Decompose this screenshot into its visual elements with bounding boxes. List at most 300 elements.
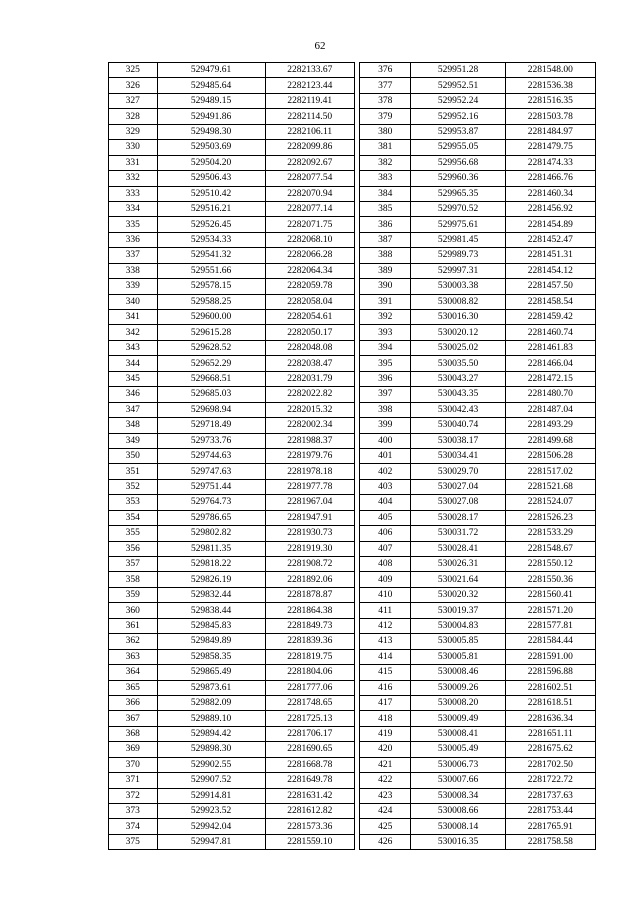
x-coordinate-cell: 530003.38 — [411, 279, 505, 294]
table-row — [109, 418, 355, 433]
point-number-cell: 409 — [360, 572, 411, 587]
x-coordinate-cell: 530019.37 — [411, 603, 505, 618]
point-number-cell: 414 — [360, 649, 411, 664]
coordinate-table-right — [359, 62, 596, 850]
point-number-cell: 425 — [360, 819, 411, 834]
y-coordinate-cell: 2281548.00 — [505, 63, 595, 78]
table-row — [360, 819, 596, 834]
table-row — [109, 325, 355, 340]
y-coordinate-cell: 2281452.47 — [505, 232, 595, 247]
table-row — [109, 356, 355, 371]
table-row — [109, 726, 355, 741]
point-number-cell: 387 — [360, 232, 411, 247]
point-number-cell: 359 — [109, 587, 158, 602]
point-number-cell: 383 — [360, 171, 411, 186]
x-coordinate-cell: 530006.73 — [411, 757, 505, 772]
table-row — [360, 726, 596, 741]
point-number-cell: 356 — [109, 541, 158, 556]
point-number-cell: 397 — [360, 387, 411, 402]
table-row — [109, 155, 355, 170]
table-row — [360, 371, 596, 386]
x-coordinate-cell: 529479.61 — [157, 63, 265, 78]
point-number-cell: 351 — [109, 464, 158, 479]
point-number-cell: 371 — [109, 773, 158, 788]
table-row — [109, 263, 355, 278]
point-number-cell: 370 — [109, 757, 158, 772]
x-coordinate-cell: 530035.50 — [411, 356, 505, 371]
point-number-cell: 364 — [109, 665, 158, 680]
table-row — [109, 479, 355, 494]
point-number-cell: 386 — [360, 217, 411, 232]
table-row — [360, 695, 596, 710]
y-coordinate-cell: 2281479.75 — [505, 140, 595, 155]
x-coordinate-cell: 530027.04 — [411, 479, 505, 494]
y-coordinate-cell: 2281612.82 — [265, 804, 354, 819]
point-number-cell: 336 — [109, 232, 158, 247]
table-row — [360, 788, 596, 803]
y-coordinate-cell: 2281524.07 — [505, 495, 595, 510]
y-coordinate-cell: 2281474.33 — [505, 155, 595, 170]
x-coordinate-cell: 529744.63 — [157, 448, 265, 463]
point-number-cell: 391 — [360, 294, 411, 309]
y-coordinate-cell: 2282106.11 — [265, 124, 354, 139]
y-coordinate-cell: 2281457.50 — [505, 279, 595, 294]
x-coordinate-cell: 529965.35 — [411, 186, 505, 201]
y-coordinate-cell: 2282071.75 — [265, 217, 354, 232]
x-coordinate-cell: 529811.35 — [157, 541, 265, 556]
table-row — [109, 757, 355, 772]
x-coordinate-cell: 529578.15 — [157, 279, 265, 294]
point-number-cell: 367 — [109, 711, 158, 726]
point-number-cell: 413 — [360, 634, 411, 649]
y-coordinate-cell: 2281849.73 — [265, 618, 354, 633]
x-coordinate-cell: 529952.16 — [411, 109, 505, 124]
y-coordinate-cell: 2281631.42 — [265, 788, 354, 803]
y-coordinate-cell: 2282123.44 — [265, 78, 354, 93]
y-coordinate-cell: 2281466.76 — [505, 171, 595, 186]
point-number-cell: 379 — [360, 109, 411, 124]
point-number-cell: 333 — [109, 186, 158, 201]
y-coordinate-cell: 2281977.78 — [265, 479, 354, 494]
x-coordinate-cell: 529526.45 — [157, 217, 265, 232]
table-row — [360, 109, 596, 124]
point-number-cell: 380 — [360, 124, 411, 139]
y-coordinate-cell: 2281748.65 — [265, 695, 354, 710]
table-row — [360, 217, 596, 232]
y-coordinate-cell: 2282114.50 — [265, 109, 354, 124]
point-number-cell: 343 — [109, 340, 158, 355]
table-row — [109, 742, 355, 757]
table-row — [109, 433, 355, 448]
point-number-cell: 326 — [109, 78, 158, 93]
point-number-cell: 332 — [109, 171, 158, 186]
x-coordinate-cell: 530008.34 — [411, 788, 505, 803]
table-row — [360, 310, 596, 325]
y-coordinate-cell: 2282059.78 — [265, 279, 354, 294]
table-row — [109, 371, 355, 386]
y-coordinate-cell: 2281559.10 — [265, 834, 354, 849]
point-number-cell: 365 — [109, 680, 158, 695]
point-number-cell: 377 — [360, 78, 411, 93]
x-coordinate-cell: 529873.61 — [157, 680, 265, 695]
point-number-cell: 423 — [360, 788, 411, 803]
table-row — [109, 217, 355, 232]
x-coordinate-cell: 529923.52 — [157, 804, 265, 819]
x-coordinate-cell: 529858.35 — [157, 649, 265, 664]
x-coordinate-cell: 529907.52 — [157, 773, 265, 788]
table-row — [109, 201, 355, 216]
table-row — [360, 402, 596, 417]
table-row — [360, 834, 596, 849]
y-coordinate-cell: 2281804.06 — [265, 665, 354, 680]
x-coordinate-cell: 529953.87 — [411, 124, 505, 139]
table-row — [360, 665, 596, 680]
point-number-cell: 337 — [109, 248, 158, 263]
x-coordinate-cell: 529698.94 — [157, 402, 265, 417]
y-coordinate-cell: 2281819.75 — [265, 649, 354, 664]
table-row — [360, 171, 596, 186]
table-row — [360, 418, 596, 433]
y-coordinate-cell: 2281472.15 — [505, 371, 595, 386]
point-number-cell: 329 — [109, 124, 158, 139]
y-coordinate-cell: 2281651.11 — [505, 726, 595, 741]
y-coordinate-cell: 2281550.36 — [505, 572, 595, 587]
y-coordinate-cell: 2281516.35 — [505, 93, 595, 108]
point-number-cell: 376 — [360, 63, 411, 78]
table-row — [360, 387, 596, 402]
point-number-cell: 374 — [109, 819, 158, 834]
y-coordinate-cell: 2281892.06 — [265, 572, 354, 587]
point-number-cell: 353 — [109, 495, 158, 510]
table-row — [109, 464, 355, 479]
x-coordinate-cell: 529952.51 — [411, 78, 505, 93]
table-row — [360, 279, 596, 294]
point-number-cell: 373 — [109, 804, 158, 819]
x-coordinate-cell: 530009.26 — [411, 680, 505, 695]
y-coordinate-cell: 2282058.04 — [265, 294, 354, 309]
y-coordinate-cell: 2281451.31 — [505, 248, 595, 263]
x-coordinate-cell: 530009.49 — [411, 711, 505, 726]
point-number-cell: 410 — [360, 587, 411, 602]
x-coordinate-cell: 529914.81 — [157, 788, 265, 803]
table-row — [360, 93, 596, 108]
table-row — [109, 310, 355, 325]
point-number-cell: 331 — [109, 155, 158, 170]
x-coordinate-cell: 529503.69 — [157, 140, 265, 155]
y-coordinate-cell: 2281725.13 — [265, 711, 354, 726]
x-coordinate-cell: 529685.03 — [157, 387, 265, 402]
table-row — [109, 804, 355, 819]
y-coordinate-cell: 2282077.14 — [265, 201, 354, 216]
point-number-cell: 366 — [109, 695, 158, 710]
y-coordinate-cell: 2281753.44 — [505, 804, 595, 819]
y-coordinate-cell: 2281499.68 — [505, 433, 595, 448]
point-number-cell: 416 — [360, 680, 411, 695]
y-coordinate-cell: 2281487.04 — [505, 402, 595, 417]
y-coordinate-cell: 2281461.83 — [505, 340, 595, 355]
table-row — [109, 634, 355, 649]
point-number-cell: 372 — [109, 788, 158, 803]
y-coordinate-cell: 2282070.94 — [265, 186, 354, 201]
table-row — [360, 526, 596, 541]
x-coordinate-cell: 530016.30 — [411, 310, 505, 325]
point-number-cell: 389 — [360, 263, 411, 278]
y-coordinate-cell: 2281777.06 — [265, 680, 354, 695]
point-number-cell: 340 — [109, 294, 158, 309]
table-row — [360, 448, 596, 463]
point-number-cell: 330 — [109, 140, 158, 155]
point-number-cell: 357 — [109, 557, 158, 572]
y-coordinate-cell: 2282099.86 — [265, 140, 354, 155]
table-row — [109, 495, 355, 510]
x-coordinate-cell: 529718.49 — [157, 418, 265, 433]
table-row — [360, 248, 596, 263]
y-coordinate-cell: 2281864.38 — [265, 603, 354, 618]
table-row — [360, 340, 596, 355]
point-number-cell: 399 — [360, 418, 411, 433]
point-number-cell: 418 — [360, 711, 411, 726]
x-coordinate-cell: 530005.85 — [411, 634, 505, 649]
x-coordinate-cell: 529485.64 — [157, 78, 265, 93]
x-coordinate-cell: 529802.82 — [157, 526, 265, 541]
x-coordinate-cell: 530028.41 — [411, 541, 505, 556]
y-coordinate-cell: 2282133.67 — [265, 63, 354, 78]
table-row — [360, 711, 596, 726]
y-coordinate-cell: 2282050.17 — [265, 325, 354, 340]
x-coordinate-cell: 530005.81 — [411, 649, 505, 664]
x-coordinate-cell: 530028.17 — [411, 510, 505, 525]
x-coordinate-cell: 529889.10 — [157, 711, 265, 726]
point-number-cell: 339 — [109, 279, 158, 294]
x-coordinate-cell: 530008.46 — [411, 665, 505, 680]
point-number-cell: 411 — [360, 603, 411, 618]
y-coordinate-cell: 2281706.17 — [265, 726, 354, 741]
point-number-cell: 420 — [360, 742, 411, 757]
point-number-cell: 361 — [109, 618, 158, 633]
y-coordinate-cell: 2281591.00 — [505, 649, 595, 664]
x-coordinate-cell: 529786.65 — [157, 510, 265, 525]
y-coordinate-cell: 2282054.61 — [265, 310, 354, 325]
table-row — [109, 448, 355, 463]
x-coordinate-cell: 529894.42 — [157, 726, 265, 741]
y-coordinate-cell: 2281454.89 — [505, 217, 595, 232]
x-coordinate-cell: 529970.52 — [411, 201, 505, 216]
x-coordinate-cell: 529865.49 — [157, 665, 265, 680]
table-row — [109, 680, 355, 695]
table-row — [360, 140, 596, 155]
x-coordinate-cell: 530020.32 — [411, 587, 505, 602]
table-row — [360, 186, 596, 201]
x-coordinate-cell: 529818.22 — [157, 557, 265, 572]
y-coordinate-cell: 2281979.76 — [265, 448, 354, 463]
y-coordinate-cell: 2282119.41 — [265, 93, 354, 108]
x-coordinate-cell: 529534.33 — [157, 232, 265, 247]
x-coordinate-cell: 529489.15 — [157, 93, 265, 108]
y-coordinate-cell: 2281577.81 — [505, 618, 595, 633]
table-row — [360, 603, 596, 618]
table-row — [109, 63, 355, 78]
x-coordinate-cell: 530008.41 — [411, 726, 505, 741]
table-row — [109, 557, 355, 572]
x-coordinate-cell: 529997.31 — [411, 263, 505, 278]
x-coordinate-cell: 529615.28 — [157, 325, 265, 340]
y-coordinate-cell: 2282066.28 — [265, 248, 354, 263]
y-coordinate-cell: 2281454.12 — [505, 263, 595, 278]
table-row — [109, 140, 355, 155]
y-coordinate-cell: 2281839.36 — [265, 634, 354, 649]
y-coordinate-cell: 2281459.42 — [505, 310, 595, 325]
y-coordinate-cell: 2282022.82 — [265, 387, 354, 402]
y-coordinate-cell: 2281978.18 — [265, 464, 354, 479]
table-row — [360, 587, 596, 602]
table-row — [360, 155, 596, 170]
y-coordinate-cell: 2282015.32 — [265, 402, 354, 417]
table-row — [360, 618, 596, 633]
point-number-cell: 398 — [360, 402, 411, 417]
y-coordinate-cell: 2281571.20 — [505, 603, 595, 618]
table-row — [109, 124, 355, 139]
x-coordinate-cell: 530008.14 — [411, 819, 505, 834]
x-coordinate-cell: 529751.44 — [157, 479, 265, 494]
x-coordinate-cell: 529849.89 — [157, 634, 265, 649]
point-number-cell: 325 — [109, 63, 158, 78]
y-coordinate-cell: 2282077.54 — [265, 171, 354, 186]
point-number-cell: 341 — [109, 310, 158, 325]
table-row — [360, 680, 596, 695]
table-row — [109, 618, 355, 633]
y-coordinate-cell: 2281668.78 — [265, 757, 354, 772]
x-coordinate-cell: 530027.08 — [411, 495, 505, 510]
y-coordinate-cell: 2281548.67 — [505, 541, 595, 556]
point-number-cell: 426 — [360, 834, 411, 849]
x-coordinate-cell: 529845.83 — [157, 618, 265, 633]
coordinate-table-left — [108, 62, 355, 850]
y-coordinate-cell: 2281533.29 — [505, 526, 595, 541]
x-coordinate-cell: 529551.66 — [157, 263, 265, 278]
y-coordinate-cell: 2281460.74 — [505, 325, 595, 340]
x-coordinate-cell: 529947.81 — [157, 834, 265, 849]
point-number-cell: 400 — [360, 433, 411, 448]
y-coordinate-cell: 2281988.37 — [265, 433, 354, 448]
y-coordinate-cell: 2281636.34 — [505, 711, 595, 726]
x-coordinate-cell: 530034.41 — [411, 448, 505, 463]
x-coordinate-cell: 529668.51 — [157, 371, 265, 386]
y-coordinate-cell: 2281602.51 — [505, 680, 595, 695]
point-number-cell: 415 — [360, 665, 411, 680]
y-coordinate-cell: 2281919.30 — [265, 541, 354, 556]
x-coordinate-cell: 529955.05 — [411, 140, 505, 155]
x-coordinate-cell: 529491.86 — [157, 109, 265, 124]
point-number-cell: 363 — [109, 649, 158, 664]
table-row — [109, 402, 355, 417]
point-number-cell: 395 — [360, 356, 411, 371]
x-coordinate-cell: 529989.73 — [411, 248, 505, 263]
point-number-cell: 407 — [360, 541, 411, 556]
table-row — [360, 201, 596, 216]
y-coordinate-cell: 2281506.28 — [505, 448, 595, 463]
table-row — [109, 248, 355, 263]
table-row — [109, 541, 355, 556]
point-number-cell: 406 — [360, 526, 411, 541]
x-coordinate-cell: 529838.44 — [157, 603, 265, 618]
point-number-cell: 360 — [109, 603, 158, 618]
y-coordinate-cell: 2281596.88 — [505, 665, 595, 680]
table-row — [109, 773, 355, 788]
point-number-cell: 401 — [360, 448, 411, 463]
point-number-cell: 345 — [109, 371, 158, 386]
table-row — [360, 495, 596, 510]
y-coordinate-cell: 2281466.04 — [505, 356, 595, 371]
point-number-cell: 354 — [109, 510, 158, 525]
y-coordinate-cell: 2281526.23 — [505, 510, 595, 525]
table-row — [360, 757, 596, 772]
x-coordinate-cell: 529882.09 — [157, 695, 265, 710]
table-row — [109, 186, 355, 201]
x-coordinate-cell: 530029.70 — [411, 464, 505, 479]
table-row — [109, 695, 355, 710]
point-number-cell: 424 — [360, 804, 411, 819]
x-coordinate-cell: 530043.27 — [411, 371, 505, 386]
point-number-cell: 404 — [360, 495, 411, 510]
table-row — [360, 649, 596, 664]
table-row — [109, 649, 355, 664]
x-coordinate-cell: 530004.83 — [411, 618, 505, 633]
point-number-cell: 408 — [360, 557, 411, 572]
x-coordinate-cell: 530007.66 — [411, 773, 505, 788]
y-coordinate-cell: 2281908.72 — [265, 557, 354, 572]
y-coordinate-cell: 2281675.62 — [505, 742, 595, 757]
y-coordinate-cell: 2281573.36 — [265, 819, 354, 834]
y-coordinate-cell: 2281618.51 — [505, 695, 595, 710]
x-coordinate-cell: 529504.20 — [157, 155, 265, 170]
x-coordinate-cell: 529942.04 — [157, 819, 265, 834]
y-coordinate-cell: 2281480.70 — [505, 387, 595, 402]
x-coordinate-cell: 529628.52 — [157, 340, 265, 355]
x-coordinate-cell: 530026.31 — [411, 557, 505, 572]
x-coordinate-cell: 529510.42 — [157, 186, 265, 201]
point-number-cell: 394 — [360, 340, 411, 355]
y-coordinate-cell: 2281758.58 — [505, 834, 595, 849]
table-row — [109, 387, 355, 402]
y-coordinate-cell: 2281460.34 — [505, 186, 595, 201]
y-coordinate-cell: 2281722.72 — [505, 773, 595, 788]
x-coordinate-cell: 529747.63 — [157, 464, 265, 479]
y-coordinate-cell: 2281536.38 — [505, 78, 595, 93]
x-coordinate-cell: 529498.30 — [157, 124, 265, 139]
table-row — [360, 124, 596, 139]
point-number-cell: 327 — [109, 93, 158, 108]
point-number-cell: 396 — [360, 371, 411, 386]
table-row — [360, 804, 596, 819]
table-row — [109, 572, 355, 587]
x-coordinate-cell: 529951.28 — [411, 63, 505, 78]
y-coordinate-cell: 2281560.41 — [505, 587, 595, 602]
point-number-cell: 422 — [360, 773, 411, 788]
y-coordinate-cell: 2282002.34 — [265, 418, 354, 433]
point-number-cell: 384 — [360, 186, 411, 201]
point-number-cell: 328 — [109, 109, 158, 124]
table-row — [360, 78, 596, 93]
table-row — [360, 479, 596, 494]
point-number-cell: 382 — [360, 155, 411, 170]
table-row — [109, 603, 355, 618]
table-row — [360, 63, 596, 78]
x-coordinate-cell: 529981.45 — [411, 232, 505, 247]
table-row — [109, 78, 355, 93]
x-coordinate-cell: 529652.29 — [157, 356, 265, 371]
table-row — [109, 109, 355, 124]
point-number-cell: 368 — [109, 726, 158, 741]
